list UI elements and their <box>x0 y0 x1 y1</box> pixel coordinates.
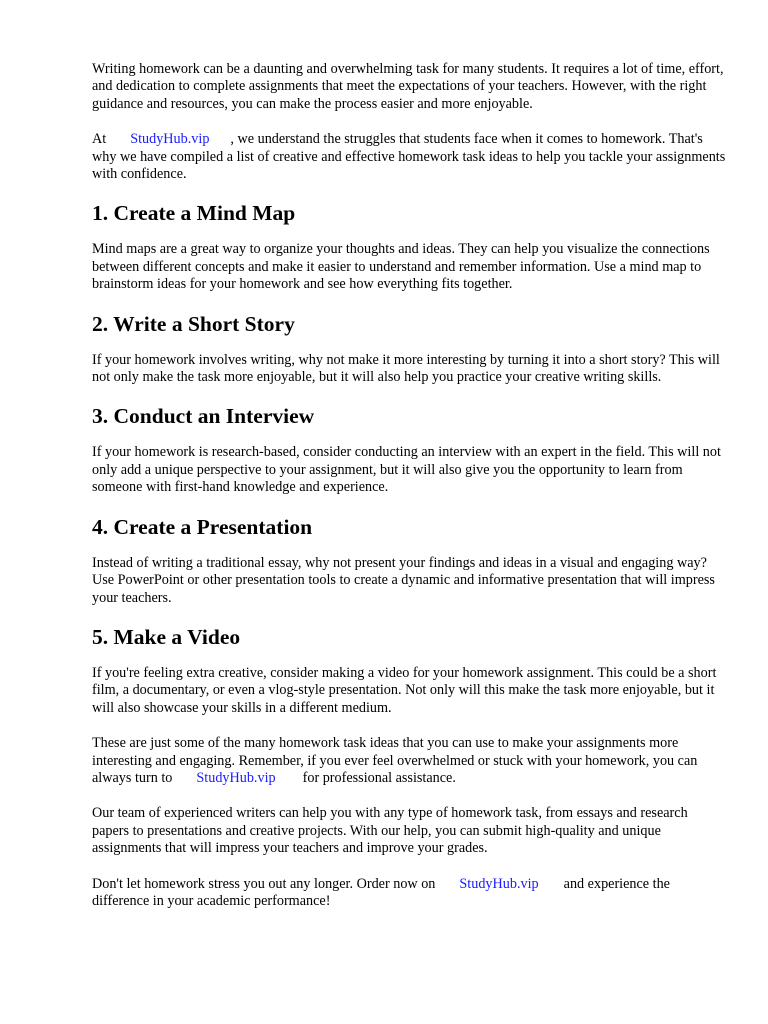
closing-paragraph-3 <box>92 876 728 911</box>
section-heading-interview: 3. Conduct an Interview <box>92 404 315 429</box>
section-body-mind-map: Mind maps are a great way to organize your thoughts and ideas. They can help you visualize the connections between different concepts and make it easier to understand and remember information. Use a mind map to brainstorm ideas for your homework and see how everything fits together. <box>92 241 710 293</box>
intro-paragraph-2 <box>92 131 728 183</box>
section-heading-presentation: 4. Create a Presentation <box>92 514 313 539</box>
closing-3-text: Don't let homework stress you out any longer. Order now on <box>92 875 436 892</box>
section-body-presentation: Instead of writing a traditional essay, why not present your findings and ideas in a visual and engaging way? Use PowerPoint or other presentation tools to create a dynamic and informative presentation that will impress your teachers. <box>92 554 715 606</box>
section-heading-short-story: 2. Write a Short Story <box>92 311 295 336</box>
section-body-video: If you're feeling extra creative, consider making a video for your homework assignment. This could be a short film, a documentary, or even a vlog-style presentation. Not only will this make the task more enjoyable, but it will also showcase your skills in a different medium. <box>92 664 717 716</box>
section-body-interview: If your homework is research-based, consider conducting an interview with an expert in the field. This will not only add a unique perspective to your assignment, but it will also give you the opportunity to learn from someone with first-hand knowledge and experience. <box>92 444 721 496</box>
closing-1-after-text: for professional assistance. <box>302 769 456 786</box>
studyhub-link[interactable]: StudyHub.vip <box>459 875 539 892</box>
closing-1-text: These are just some of the many homework task ideas that you can use to make your assignments more interesting and engaging. Remember, if you ever feel overwhelmed or stuck with your homework, you can always turn to <box>92 735 698 786</box>
section-heading-mind-map: 1. Create a Mind Map <box>92 201 296 226</box>
closing-paragraph-2: Our team of experienced writers can help you with any type of homework task, from essays and research papers to presentations and creative projects. With our help, you can submit high-quality and unique assignments that will impress your teachers and improve your grades. <box>92 805 688 857</box>
intro-after-text: , we understand the struggles that students face when it comes to homework. That's why we have compiled a list of creative and effective homework task ideas to help you tackle your assignments with confidence. <box>92 131 726 183</box>
intro-at-text: At <box>92 131 107 148</box>
intro-paragraph-1: Writing homework can be a daunting and overwhelming task for many students. It requires a lot of time, effort, and dedication to complete assignments that meet the expectations of your teachers. However, with the right guidance and resources, you can make the process easier and more enjoyable. <box>92 61 724 112</box>
closing-paragraph-1 <box>92 735 728 787</box>
closing-3-after-text: and experience the difference in your academic performance! <box>92 875 670 909</box>
studyhub-link[interactable]: StudyHub.vip <box>196 769 276 786</box>
studyhub-link[interactable]: StudyHub.vip <box>130 131 210 148</box>
section-heading-video: 5. Make a Video <box>92 624 241 649</box>
section-body-short-story: If your homework involves writing, why not make it more interesting by turning it into a short story? This will not only make the task more enjoyable, but it will also help you practice your creative writing skills. <box>92 351 720 386</box>
